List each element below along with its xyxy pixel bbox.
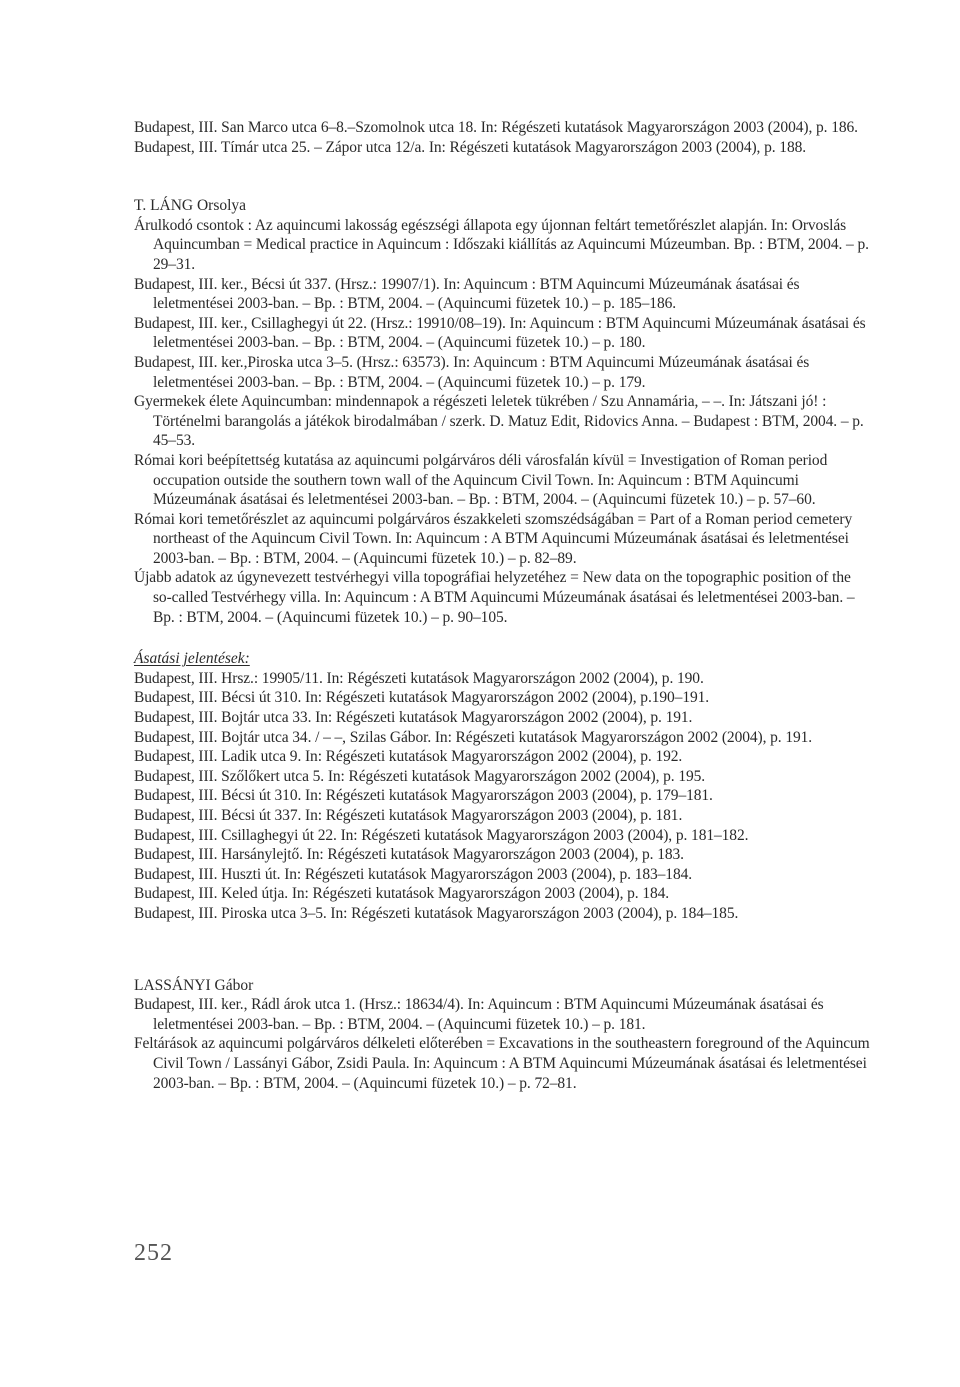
bibliography-entry: Budapest, III. Tímár utca 25. – Zápor utca 12/a. In: Régészeti kutatások Magyarországon 2003 (2004), p. 188.	[134, 138, 807, 156]
bibliography-entry: Római kori beépítettség kutatása az aquincumi polgárváros déli városfalán kívül = Investigation of Roman period occupation outside the southern town wall of the Aquincum Civil Town. In: Aquincum : BTM Aquincumi Múzeumának ásatásai és leletmentései 2003-ban. – Bp. : BTM, 2004. – (Aquincumi füzetek 10.) – p. 57–60.	[134, 451, 828, 509]
section-heading-excavation-reports: Ásatási jelentések:	[134, 650, 250, 668]
page-number: 252	[134, 1240, 173, 1266]
report-entry: Budapest, III. Bécsi út 337. In: Régészeti kutatások Magyarországon 2003 (2004), p. 181.	[134, 807, 683, 824]
report-entry: Budapest, III. Hrsz.: 19905/11. In: Régészeti kutatások Magyarországon 2002 (2004), p. 190.	[134, 669, 704, 687]
bibliography-entry: Budapest, III. ker., Rádl árok utca 1. (Hrsz.: 18634/4). In: Aquincum : BTM Aquincumi Múzeumának ásatásai és leletmentései 2003-ban. – Bp. : BTM, 2004. – (Aquincumi füzetek 10.) – p. 181.	[134, 996, 824, 1033]
report-entry: Budapest, III. Bojtár utca 33. In: Régészeti kutatások Magyarországon 2002 (2004), p. 191.	[134, 709, 693, 727]
bibliography-entry: Gyermekek élete Aquincumban: mindennapok a régészeti leletek tükrében / Szu Annamária, – –. In: Játszani jó! : Történelmi barangolás a játékok birodalmában / szerk. D. Matuz Edit, Ridovics Anna. – Budapest : BTM, 2004. – p. 45–53.	[134, 393, 864, 450]
report-entry: Budapest, III. Csillaghegyi út 22. In: Régészeti kutatások Magyarországon 2003 (2004), p. 181–182.	[134, 826, 749, 844]
bibliography-entry: Budapest, III. ker., Csillaghegyi út 22. (Hrsz.: 19910/08–19). In: Aquincum : BTM Aquincumi Múzeumának ásatásai és leletmentései 2003-ban. – Bp. : BTM, 2004. – (Aquincumi füzetek 10.) – p. 180.	[134, 314, 866, 352]
report-entry: Budapest, III. Szőlőkert utca 5. In: Régészeti kutatások Magyarországon 2002 (2004), p. 195.	[134, 767, 706, 785]
bibliography-entry: Árulkodó csontok : Az aquincumi lakosság egészségi állapota egy újonnan feltárt temetőrészlet alapján. In: Orvoslás Aquincumban = Medical practice in Aquincum : Időszaki kiállítás az Aquincumi Múzeumban. Bp. : BTM, 2004. – p. 29–31.	[134, 216, 869, 273]
bibliography-entry: Feltárások az aquincumi polgárváros délkeleti előterében = Excavations in the southeastern foreground of the Aquincum Civil Town / Lassányi Gábor, Zsidi Paula. In: Aquincum : A BTM Aquincumi Múzeumának ásatásai és leletmentései 2003-ban. – Bp. : BTM, 2004. – (Aquincumi füzetek 10.) – p. 72–81.	[134, 1035, 870, 1092]
report-entry: Budapest, III. Ladik utca 9. In: Régészeti kutatások Magyarországon 2002 (2004), p. 192.	[134, 748, 683, 766]
author-section-lassanyi	[134, 976, 870, 1094]
author-heading: LASSÁNYI Gábor	[134, 976, 254, 994]
bibliography-entry: Budapest, III. San Marco utca 6–8.–Szomolnok utca 18. In: Régészeti kutatások Magyarországon 2003 (2004), p. 186.	[134, 119, 858, 136]
report-entry: Budapest, III. Huszti út. In: Régészeti kutatások Magyarországon 2003 (2004), p. 183–184.	[134, 865, 693, 883]
report-entry: Budapest, III. Bécsi út 310. In: Régészeti kutatások Magyarországon 2003 (2004), p. 179–181.	[134, 787, 713, 805]
report-entry: Budapest, III. Bécsi út 310. In: Régészeti kutatások Magyarországon 2002 (2004), p.190–191.	[134, 689, 710, 707]
report-entry: Budapest, III. Harsánylejtő. In: Régészeti kutatások Magyarországon 2003 (2004), p. 183.	[134, 846, 684, 864]
report-entry: Budapest, III. Keled útja. In: Régészeti kutatások Magyarországon 2003 (2004), p. 184.	[134, 885, 670, 903]
bibliography-page	[134, 118, 870, 1093]
bibliography-entry: Újabb adatok az úgynevezett testvérhegyi villa topográfiai helyzetéhez = New data on the topographic position of the so-called Testvérhegy villa. In: Aquincum : A BTM Aquincumi Múzeumának ásatásai és leletmentései 2003-ban. – Bp. : BTM, 2004. – (Aquincumi füzetek 10.) – p. 90–105.	[134, 569, 855, 626]
report-entry: Budapest, III. Piroska utca 3–5. In: Régészeti kutatások Magyarországon 2003 (2004), p. 184–185.	[134, 904, 739, 922]
bibliography-entry: Római kori temetőrészlet az aquincumi polgárváros északkeleti szomszédságában = Part of a Roman period cemetery northeast of the Aquincum Civil Town. In: Aquincum : A BTM Aquincumi Múzeumának ásatásai és leletmentései 2003-ban. – Bp. : BTM, 2004. – (Aquincumi füzetek 10.) – p. 82–89.	[134, 510, 853, 567]
bibliography-entry: Budapest, III. ker.,Piroska utca 3–5. (Hrsz.: 63573). In: Aquincum : BTM Aquincumi Múzeumának ásatásai és leletmentései 2003-ban. – Bp. : BTM, 2004. – (Aquincumi füzetek 10.) – p. 179.	[134, 353, 810, 391]
report-entry: Budapest, III. Bojtár utca 34. / – –, Szilas Gábor. In: Régészeti kutatások Magyarországon 2002 (2004), p. 191.	[134, 728, 813, 746]
author-heading: T. LÁNG Orsolya	[134, 197, 247, 215]
author-section-lang	[134, 196, 870, 923]
top-entries	[134, 118, 870, 157]
bibliography-entry: Budapest, III. ker., Bécsi út 337. (Hrsz.: 19907/1). In: Aquincum : BTM Aquincumi Múzeumának ásatásai és leletmentései 2003-ban. – Bp. : BTM, 2004. – (Aquincumi füzetek 10.) – p. 185–186.	[134, 275, 800, 313]
